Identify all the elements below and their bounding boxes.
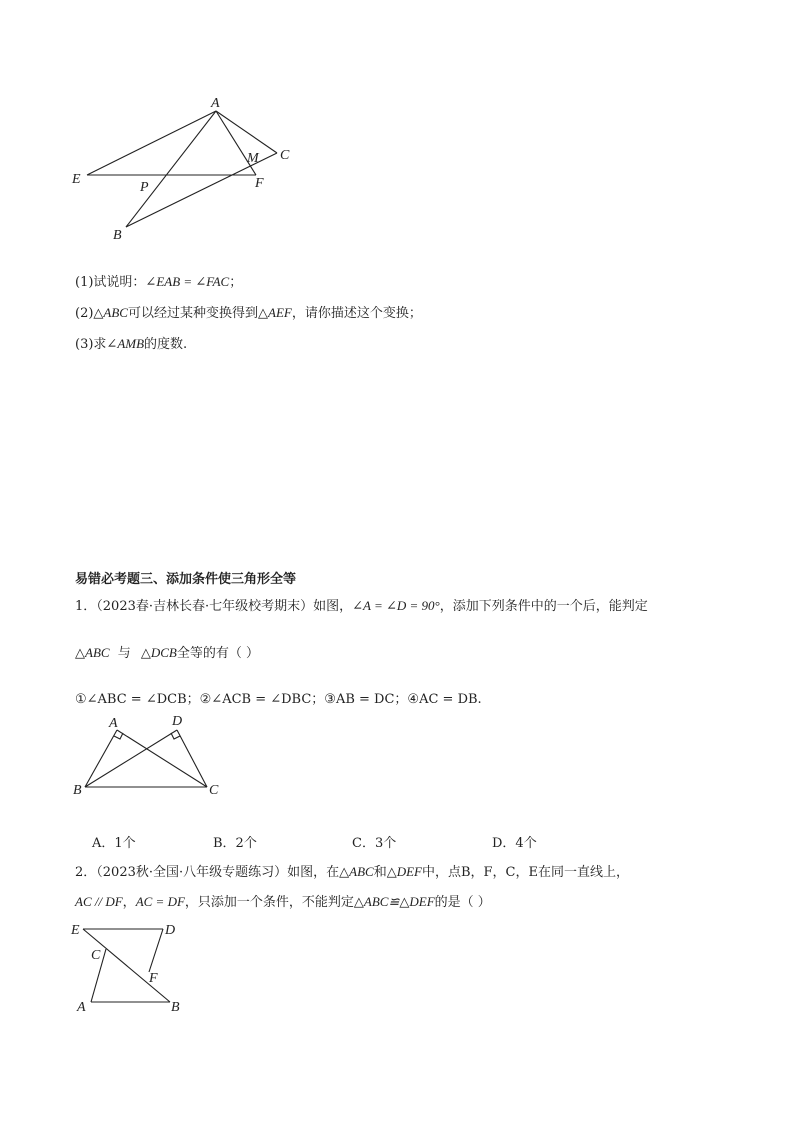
q1-line-1 — [75, 598, 648, 615]
q1-with: 与 — [117, 646, 131, 661]
q1-math-angles: ∠A = ∠D = 90° — [352, 598, 440, 613]
part-1 — [75, 274, 242, 291]
fig3-label-A: A — [77, 1000, 86, 1015]
segment-AB — [85, 730, 117, 787]
geometry-figure-1 — [60, 90, 310, 250]
q2-math-parallel: AC // DF — [75, 894, 123, 909]
q1-option-c[interactable]: C．3个 — [352, 836, 397, 851]
q1-conditions: ①∠ABC = ∠DCB；②∠ACB = ∠DBC；③AB = DC；④AC = DB. — [75, 692, 482, 707]
section-title: 易错必考题三、添加条件使三角形全等 — [75, 572, 297, 587]
q1-line2-tail: 全等的有（ ） — [176, 646, 259, 661]
q1-option-b[interactable]: B．2个 — [213, 836, 257, 851]
q1-text: 1．（2023春·吉林长春·七年级校考期末）如图， — [75, 599, 353, 614]
fig3-label-D: D — [165, 923, 176, 938]
q2-and: 和 — [373, 865, 387, 880]
q1-math-tri-2: △DCB — [140, 645, 177, 660]
segment-DF — [149, 929, 163, 972]
q2-line1-tail: 中，点B，F，C，E在同一直线上， — [421, 865, 629, 880]
label-F: F — [255, 176, 264, 191]
part-3-math: ∠AMB — [106, 336, 145, 351]
fig3-label-B: B — [171, 1000, 180, 1015]
segment-AB — [126, 111, 216, 227]
fig2-label-D: D — [172, 714, 183, 729]
geometry-figure-2 — [65, 705, 235, 805]
part-2-mid: 可以经过某种变换得到 — [127, 306, 258, 321]
fig2-label-C: C — [209, 783, 219, 798]
q2-math-tri-1: △ABC — [339, 864, 374, 879]
segment-EB — [83, 929, 170, 1002]
label-B: B — [113, 228, 122, 243]
fig3-label-E: E — [71, 923, 80, 938]
part-2 — [75, 305, 422, 322]
geometry-figure-3 — [65, 915, 205, 1020]
segment-AE — [87, 111, 216, 175]
part-2-math-2: △AEF — [258, 305, 292, 320]
part-1-prefix: (1)试说明： — [75, 275, 146, 290]
q1-line-2 — [75, 645, 259, 662]
label-E: E — [72, 172, 81, 187]
label-C: C — [280, 148, 290, 163]
q2-line-2 — [75, 894, 491, 911]
part-2-prefix: (2) — [75, 306, 94, 321]
q2-math-congruent: △ABC≌△DEF — [353, 894, 435, 909]
q2-tail: 的是（ ） — [434, 895, 491, 910]
q1-option-a[interactable]: A．1个 — [92, 836, 136, 851]
label-P: P — [140, 180, 149, 195]
part-3-prefix: (3)求 — [75, 337, 107, 352]
segment-DC — [177, 730, 207, 787]
q2-math-equal: AC = DF — [135, 894, 185, 909]
part-1-math: ∠EAB = ∠FAC — [145, 274, 230, 289]
q2-math-tri-2: △DEF — [386, 864, 422, 879]
fig2-label-A: A — [109, 716, 118, 731]
fig2-label-B: B — [73, 783, 82, 798]
fig3-label-F: F — [149, 971, 158, 986]
q1-option-d[interactable]: D．4个 — [492, 836, 537, 851]
q1-tail: ，添加下列条件中的一个后，能判定 — [439, 599, 648, 614]
q1-math-tri-1: △ABC — [75, 645, 110, 660]
label-M: M — [247, 151, 259, 166]
part-2-suffix: ，请你描述这个变换； — [291, 306, 422, 321]
q2-sep: ， — [122, 895, 136, 910]
segment-AC — [216, 111, 277, 153]
fig3-label-C: C — [91, 948, 101, 963]
q2-line-1 — [75, 864, 629, 881]
q2-text: 2．（2023秋·全国·八年级专题练习）如图，在 — [75, 865, 340, 880]
part-1-suffix: ； — [229, 275, 243, 290]
part-3-suffix: 的度数. — [144, 337, 188, 352]
q2-mid: ，只添加一个条件，不能判定 — [184, 895, 354, 910]
label-A: A — [211, 96, 220, 111]
part-3 — [75, 336, 187, 353]
part-2-math-1: △ABC — [93, 305, 128, 320]
